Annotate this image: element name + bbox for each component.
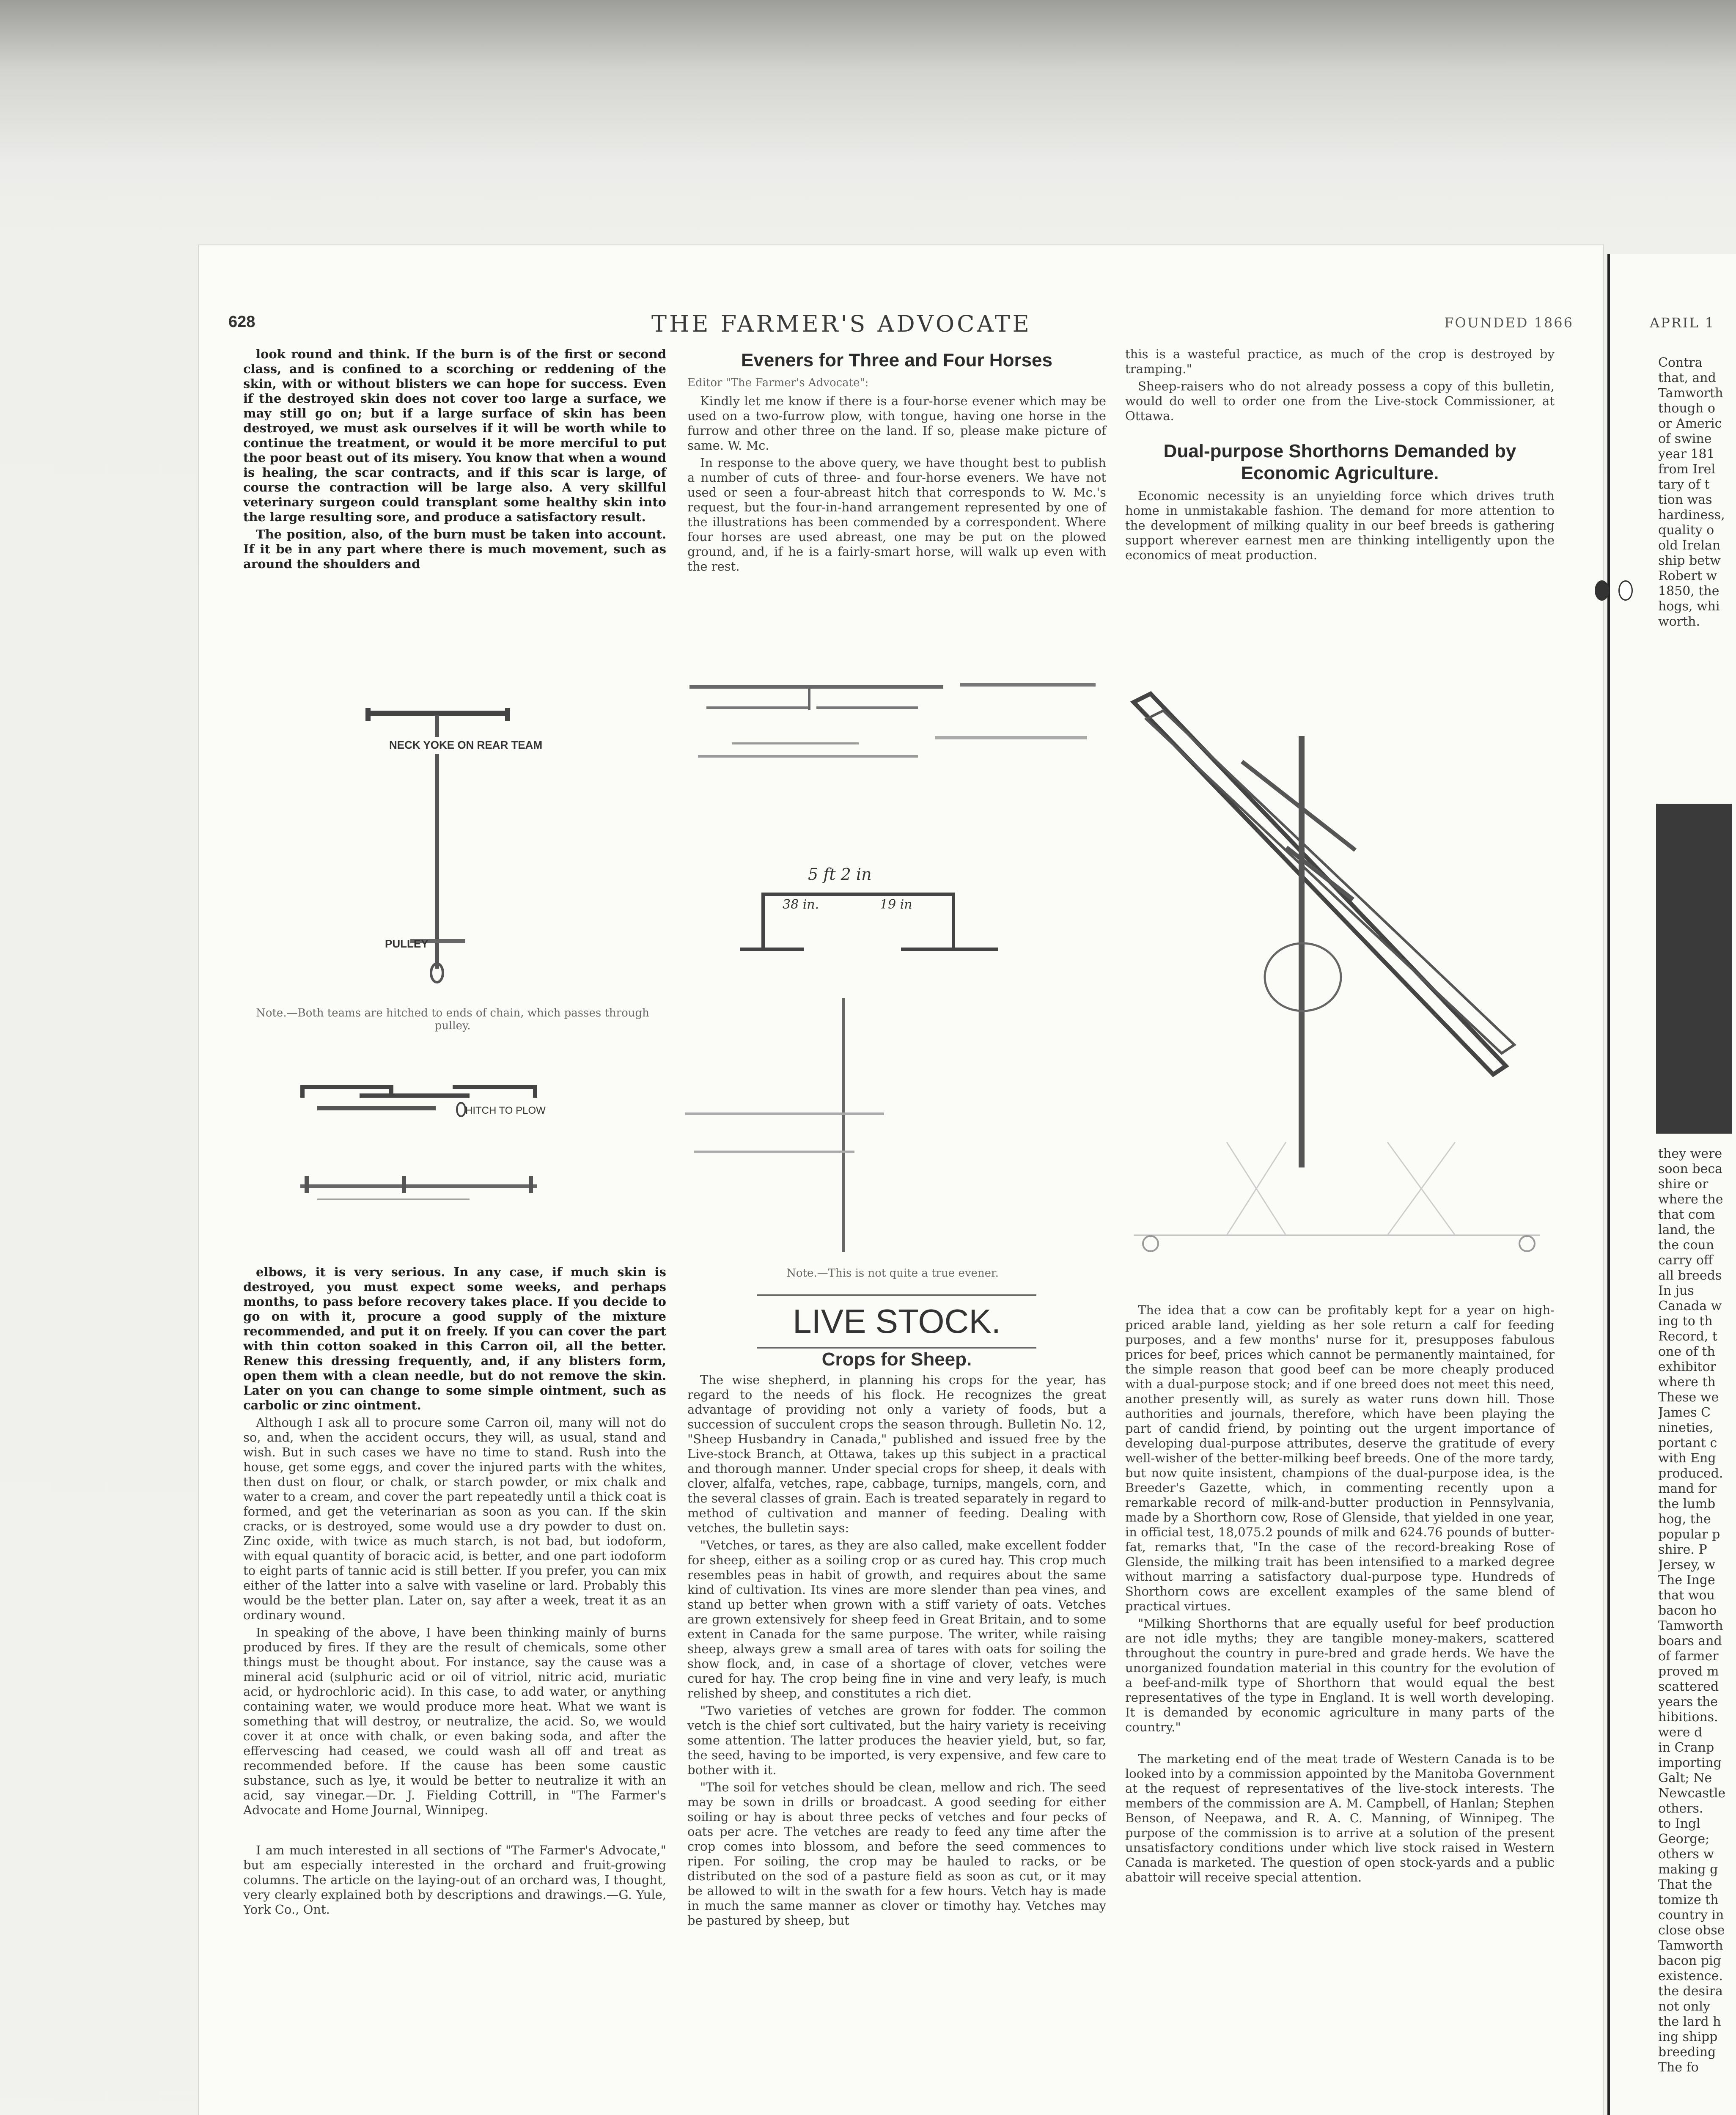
right-page-line: shire. P (1658, 1542, 1707, 1557)
right-page-line: from Irel (1658, 462, 1716, 477)
right-page-line: close obse (1658, 1923, 1725, 1938)
right-page-line: others. (1658, 1801, 1703, 1816)
right-page-line: Galt; Ne (1658, 1771, 1712, 1785)
right-page-fragment-bottom (1658, 1146, 1730, 2075)
column-3-top (1125, 347, 1555, 565)
right-page-line: that wou (1658, 1588, 1715, 1603)
right-page-line: in Cranp (1658, 1740, 1714, 1755)
right-page-line: portant c (1658, 1436, 1717, 1450)
right-page-line: bacon pig (1658, 1953, 1721, 1968)
right-page-line: George; (1658, 1832, 1710, 1846)
right-page-line: others w (1658, 1847, 1714, 1862)
right-page-line: of farmer (1658, 1649, 1719, 1664)
right-page-line: the lumb (1658, 1497, 1716, 1511)
article-paragraph: look round and think. If the burn is of the first or second class, and is confined to a scorching or reddening of the skin, with or without blisters we can hope for success. Even if the destroyed skin does not cover too large a surface, we may still go on; but if a large surface of skin has been destroyed, we must ask ourselves if it will be worth while to continue the treatment, or would it be more merciful to put the poor beast out of its misery. You know that when a wound is healing, the scar contracts, and if this scar is large, of course the contraction will be large also. A very skillful veterinary surgeon could transplant some healthy skin into the large resulting sore, and produce a satisfactory result. (243, 347, 666, 524)
article-paragraph: Sheep-raisers who do not already possess a copy of this bulletin, would do well to order one from the Live-stock Commissioner, at Ottawa. (1125, 379, 1555, 423)
right-page-line: That the (1658, 1877, 1712, 1892)
right-page-line: not only (1658, 1999, 1710, 2014)
right-page-line: boars and (1658, 1634, 1722, 1648)
neck-yoke-label: NECK YOKE ON REAR TEAM (389, 739, 543, 751)
right-page-line: proved m (1658, 1664, 1719, 1679)
measure-label: 19 in (880, 897, 912, 912)
right-page-line: one of th (1658, 1344, 1715, 1359)
right-page-line: bacon ho (1658, 1603, 1717, 1618)
right-page-line: Contra (1658, 355, 1703, 370)
right-page-line: Canada w (1658, 1299, 1722, 1313)
right-page-line: shire or (1658, 1177, 1709, 1192)
right-page-line: exhibitor (1658, 1360, 1716, 1374)
binding-hole-icon (1618, 580, 1633, 601)
right-page-line: that com (1658, 1207, 1715, 1222)
right-page-line: The fo (1658, 2060, 1699, 2075)
right-page-line: with Eng (1658, 1451, 1716, 1466)
hitch-to-plow-diagram (292, 1077, 613, 1229)
right-page-line: they were (1658, 1146, 1722, 1161)
right-page-line: soon beca (1658, 1162, 1723, 1176)
right-page-line: the coun (1658, 1238, 1714, 1253)
evener-diagrams (681, 677, 1112, 1269)
right-page-line: of swine (1658, 431, 1712, 446)
right-page-line: Tamworth (1658, 1938, 1723, 1953)
right-page-line: In jus (1658, 1283, 1694, 1298)
article-paragraph: "Two varieties of vetches are grown for fodder. The common vetch is the chief sort cultivated, but the hairy variety is receiving some attention. The latter produces the heavier yield, but, so far, the seed, having to be imported, is very expensive, and few care to bother with it. (687, 1703, 1106, 1777)
figure-note-1: Note.—Both teams are hitched to ends of chain, which passes through pulley. (256, 1007, 649, 1032)
right-page-line: that, and (1658, 371, 1716, 385)
article-paragraph: "Milking Shorthorns that are equally useful for beef production are not idle myths; they are tangible money-makers, scattered throughout the country in pure-bred and grade herds. We have the unorganized foundation material in this country for the evolution of a beef-and-milk type of Shorthorn that would equal the best representatives of the type in England. It is well worth developing. It is demanded by economic agriculture in many parts of the country." (1125, 1616, 1555, 1734)
right-page-line: ship betw (1658, 553, 1721, 568)
right-page-line: country in (1658, 1908, 1724, 1923)
editor-line: Editor "The Farmer's Advocate": (687, 376, 869, 389)
article-paragraph: Economic necessity is an unyielding force which drives truth home in unmistakable fashion. The demand for more attention to the development of milking quality in our beef breeds is gathering support wherever earnest men are thinking intelligently upon the economics of meat production. (1125, 489, 1555, 562)
right-page-line: popular p (1658, 1527, 1720, 1542)
masthead: THE FARMER'S ADVOCATE (651, 310, 1032, 337)
right-page-line: years the (1658, 1695, 1718, 1709)
right-page-line: mand for (1658, 1481, 1717, 1496)
right-page-line: Tamworth (1658, 1618, 1723, 1633)
article-paragraph: The idea that a cow can be profitably kept for a year on high-priced arable land, yielding as her sole return a calf for feeding purposes, and a few months' nurse for it, presupposes fabulous prices for beef, prices which cannot be permanently maintained, for the simple reason that good beef can be more cheaply produced with a dual-purpose stock; and if one breed does not meet this need, another presently will, as surely as water runs down hill. Those authorities and journals, therefore, which have been playing the part of candid friend, by pointing out the urgent importance of developing dual-purpose attributes, deserve the gratitude of every well-wisher of the better-milking beef breeds. One of the more tardy, but now quite insistent, champions of the dual-purpose idea, is the Breeder's Gazette, which, in commenting recently upon a remarkable record of milk-and-butter production in Pennsylvania, made by a Shorthorn cow, Rose of Glenside, that yielded in one year, in official test, 18,075.2 pounds of milk and 624.76 pounds of butter-fat, remarks that, "In the case of the record-breaking Rose of Glenside, the milking trait has been intensified to a marked degree without marring a satisfactory dual-purpose type. Hundreds of Shorthorn cows are excellent examples of the same blend of practical virtues. (1125, 1303, 1555, 1613)
article-paragraph: Although I ask all to procure some Carron oil, many will not do so, and, when the accident occurs, they will, as usual, stand and wish. But in such cases we have no time to stand. Rush into the house, get some eggs, and cover the injured parts with the whites, then dust on flour, or chalk, or starch powder, or mix chalk and water to a cream, and cover the part repeatedly until a thick coat is formed, and get the veterinarian as soon as you can. If the skin cracks, or is destroyed, some would use a dry powder to dust on. Zinc oxide, with twice as much starch, is not bad, but iodoform, with equal quantity of boracic acid, is better, and one part iodoform to eight parts of tannic acid is still better. If you prefer, you can mix either of the latter into a salve with vaseline or lard. Probably this would be the better plan. Later on, say after a week, treat it as an ordinary wound. (243, 1415, 666, 1622)
right-page-line: Newcastle (1658, 1786, 1726, 1801)
page-header (228, 310, 1574, 338)
right-page-line: hardiness, (1658, 508, 1725, 522)
figure-note-2: Note.—This is not quite a true evener. (786, 1267, 999, 1280)
right-page-line: scattered (1658, 1679, 1719, 1694)
right-page-line: all breeds (1658, 1268, 1722, 1283)
right-page-line: making g (1658, 1862, 1718, 1877)
right-page-line: These we (1658, 1390, 1719, 1405)
article-paragraph: this is a wasteful practice, as much of the crop is destroyed by tramping." (1125, 347, 1555, 376)
eveners-title: Eveners for Three and Four Horses (741, 350, 1052, 371)
pulley-label: PULLEY (385, 937, 429, 950)
right-page-line: were d (1658, 1725, 1703, 1740)
column-2-top (687, 347, 1106, 577)
right-page-line: 1850, the (1658, 584, 1720, 599)
article-paragraph: The marketing end of the meat trade of Western Canada is to be looked into by a commission appointed by the Manitoba Government at the request of representatives of the live-stock interests. The members of the commission are A. M. Campbell, of Hanlan; Stephen Benson, of Neepawa, and R. A. C. Manning, of Winnipeg. The purpose of the commission is to arrive at a solution of the present unsatisfactory conditions under which live stock raised in Western Canada is marketed. The question of open stock-yards and a public abattoir will receive special attention. (1125, 1752, 1555, 1884)
founded-line: FOUNDED 1866 (1444, 315, 1574, 331)
right-page-line: land, the (1658, 1222, 1715, 1237)
right-page-line: nineties, (1658, 1420, 1714, 1435)
right-page-line: where th (1658, 1375, 1716, 1390)
right-page-line: The Inge (1658, 1573, 1715, 1588)
measure-label: 5 ft 2 in (808, 865, 872, 884)
right-page-line: Robert w (1658, 569, 1717, 583)
right-page-line: hogs, whi (1658, 599, 1720, 614)
right-page-line: produced. (1658, 1466, 1723, 1481)
right-page-line: ing to th (1658, 1314, 1713, 1329)
right-page-line: carry off (1658, 1253, 1713, 1268)
right-page-line: ing shipp (1658, 2030, 1718, 2044)
article-paragraph: The wise shepherd, in planning his crops for the year, has regard to the needs of his flock. He recognizes the great advantage of providing not only a variety of foods, but a succession of succulent crops the season through. Bulletin No. 12, "Sheep Husbandry in Canada," published and issued free by the Live-stock Branch, at Ottawa, takes up this subject in a practical and thorough manner. Under special crops for sheep, it deals with clover, alfalfa, vetches, rape, cabbage, turnips, mangels, corn, and the several classes of grain. Each is treated separately in regard to method of cultivation and manner of feeding. Dealing with vetches, the bulletin says: (687, 1373, 1106, 1535)
neck-yoke-diagram (321, 702, 626, 998)
right-page-line: Jersey, w (1658, 1557, 1715, 1572)
right-page-line: importing (1658, 1755, 1722, 1770)
measure-label: 38 in. (783, 897, 819, 912)
scan-top-blur (0, 0, 1736, 237)
live-stock-banner: LIVE STOCK. (757, 1294, 1036, 1349)
four-horse-evener-diagram (1125, 643, 1565, 1277)
right-page-line: old Irelan (1658, 538, 1721, 553)
right-page-line: though o (1658, 401, 1715, 416)
right-page-line: existence. (1658, 1969, 1723, 1983)
page-number: 628 (228, 313, 255, 331)
right-page-line: the lard h (1658, 2014, 1721, 2029)
article-paragraph: In speaking of the above, I have been thinking mainly of burns produced by fires. If they are the result of chemicals, some other things must be thought about. For instance, say the cause was a mineral acid (sulphuric acid or oil of vitriol, nitric acid, muriatic acid, or hydrochloric acid). In this case, to add water, or anything containing water, we would produce more heat. What we want is something that will destroy, or neutralize, the acid. So, we would cover it at once with chalk, or even baking soda, and after the effervescing had ceased, we could wash all off and treat as recommended before. If the cause has been some caustic substance, such as lye, it would be better to neutralize it with an acid, say vinegar.—Dr. J. Fielding Cottrill, in "The Farmer's Advocate and Home Journal, Winnipeg. (243, 1625, 666, 1817)
right-page-line: quality o (1658, 523, 1714, 538)
right-page-line: where the (1658, 1192, 1723, 1207)
article-paragraph: I am much interested in all sections of "The Farmer's Advocate," but am especially interested in the orchard and fruit-growing columns. The article on the laying-out of an orchard was, I thought, very clearly explained both by descriptions and drawings.—G. Yule, York Co., Ont. (243, 1843, 666, 1917)
right-page-line: the desira (1658, 1984, 1723, 1999)
column-2-bottom (687, 1349, 1106, 1931)
right-page-line: worth. (1658, 614, 1700, 629)
right-page-line: Tamworth (1658, 386, 1723, 401)
right-page-line: tomize th (1658, 1893, 1719, 1907)
article-paragraph: "Vetches, or tares, as they are also called, make excellent fodder for sheep, either as a soiling crop or as cured hay. This crop much resembles peas in habit of growth, and requires about the same kind of cultivation. Its vines are more slender than pea vines, and stand up better when grown with a stiff variety of oats. Vetches are grown extensively for sheep feed in Great Britain, and to some extent in Canada for the same purpose. The writer, while raising sheep, always grew a small area of tares with oats for soiling the show flock, and, in case of a shortage of clover, vetches were cured for hay. The crop being fine in vine and very leafy, is much relished by sheep, and constitutes a rich diet. (687, 1538, 1106, 1700)
article-paragraph: In response to the above query, we have thought best to publish a number of cuts of three- and four-horse eveners. We have not used or seen a four-abreast hitch that corresponds to W. Mc.'s request, but the four-in-hand arrangement represented by one of the illustrations has been commended by a correspondent. Where four horses are used abreast, one may be put on the plowed ground, and, if he is a fairly-smart horse, will walk up even with the rest. (687, 456, 1106, 574)
dual-purpose-title: Dual-purpose Shorthorns Demanded by Economic Agriculture. (1163, 441, 1516, 483)
article-paragraph: The position, also, of the burn must be taken into account. If it be in any part where there is much movement, such as around the shoulders and (243, 527, 666, 571)
article-paragraph: Kindly let me know if there is a four-horse evener which may be used on a two-furrow plow, with tongue, having one horse in the furrow and other three on the land. If so, please make picture of same. W. Mc. (687, 394, 1106, 453)
right-page-header: APRIL 1 (1650, 315, 1715, 331)
right-page-line: Record, t (1658, 1329, 1717, 1344)
right-page-line: tion was (1658, 492, 1712, 507)
right-page-line: hog, the (1658, 1512, 1711, 1527)
right-page-line: to Ingl (1658, 1816, 1700, 1831)
article-paragraph: elbows, it is very serious. In any case, if much skin is destroyed, you must expect some weeks, and perhaps months, to pass before recovery takes place. If you decide to go on with it, procure a good supply of the mixture recommended, and put it on freely. If you can cover the part with thin cotton soaked in this Carron oil, all the better. Renew this dressing frequently, and, if any blisters form, open them with a clean needle, but do not remove the skin. Later on you can change to some simple ointment, such as carbolic or zinc ointment. (243, 1265, 666, 1412)
column-3-bottom (1125, 1303, 1555, 1887)
column-1-bottom (243, 1265, 666, 1920)
hitch-label: HITCH TO PLOW (465, 1105, 546, 1116)
article-paragraph: "The soil for vetches should be clean, mellow and rich. The seed may be sown in drills or broadcast. A good seeding for either soiling or hay is about three pecks of vetches and four pecks of oats per acre. The vetches are ready to feed any time after the crop comes into blossom, and before the seed commences to ripen. For soiling, the crop may be hauled to racks, or be distributed on the sod of a pasture field as soon as cut, or it may be allowed to wilt in the swath for a few hours. Vetch hay is made in much the same manner as clover or timothy hay. Vetches may be pastured by sheep, but (687, 1780, 1106, 1928)
binding-hole-icon (1595, 580, 1609, 601)
right-page-line: James C (1658, 1405, 1711, 1420)
right-page-fragment-top (1658, 355, 1730, 629)
right-page-photo (1656, 804, 1732, 1134)
right-page-line: tary of t (1658, 477, 1710, 492)
right-page-line: year 181 (1658, 447, 1715, 461)
column-1-top (243, 347, 666, 574)
right-page-line: or Americ (1658, 416, 1722, 431)
right-page-line: hibitions. (1658, 1710, 1718, 1725)
right-page-line: breeding (1658, 2045, 1716, 2060)
crops-for-sheep-title: Crops for Sheep. (821, 1349, 972, 1370)
